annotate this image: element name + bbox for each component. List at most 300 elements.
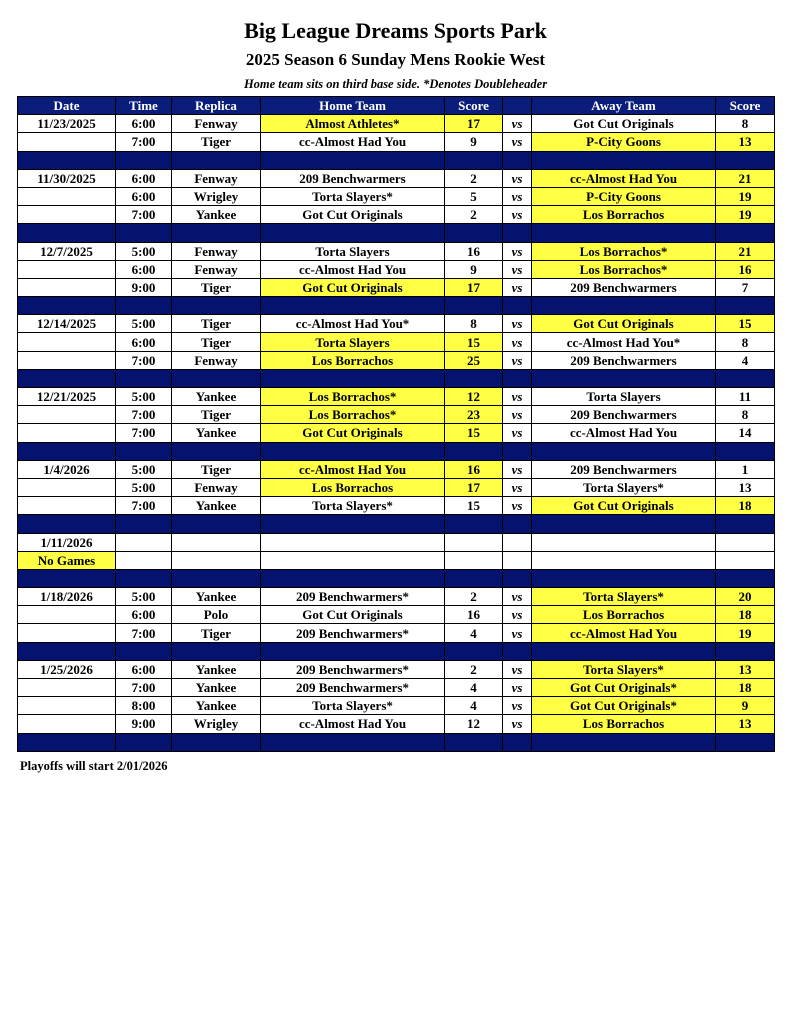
separator-cell (18, 297, 116, 315)
table-row (18, 715, 775, 733)
date-cell (18, 133, 116, 151)
table-row (18, 206, 775, 224)
time-cell: 5:00 (116, 588, 172, 606)
time-cell: 7:00 (116, 406, 172, 424)
away-score-cell: 20 (716, 588, 775, 606)
away-score-cell: 19 (716, 624, 775, 642)
separator-cell (116, 369, 172, 387)
vs-cell: vs (503, 697, 532, 715)
date-cell (18, 278, 116, 296)
time-cell: 5:00 (116, 478, 172, 496)
replica-cell: Fenway (172, 115, 261, 133)
replica-cell: Polo (172, 606, 261, 624)
away-team-cell: Torta Slayers (532, 388, 716, 406)
separator-cell (716, 642, 775, 660)
vs-cell (503, 533, 532, 551)
home-team-cell: Los Borrachos (261, 478, 445, 496)
separator-cell (116, 297, 172, 315)
separator-cell (503, 369, 532, 387)
table-row (18, 624, 775, 642)
table-row (18, 606, 775, 624)
separator-cell (532, 224, 716, 242)
separator-cell (532, 642, 716, 660)
date-cell (18, 406, 116, 424)
time-cell: 6:00 (116, 660, 172, 678)
separator-cell (261, 642, 445, 660)
col-header-away-score: Score (716, 97, 775, 115)
table-row (18, 315, 775, 333)
date-cell: 1/4/2026 (18, 460, 116, 478)
home-team-cell: Torta Slayers* (261, 187, 445, 205)
replica-cell: Yankee (172, 388, 261, 406)
replica-cell: Tiger (172, 278, 261, 296)
away-score-cell: 13 (716, 660, 775, 678)
table-row (18, 697, 775, 715)
home-score-cell: 8 (445, 315, 503, 333)
away-score-cell: 11 (716, 388, 775, 406)
separator-cell (172, 224, 261, 242)
replica-cell (172, 551, 261, 569)
separator-cell (172, 369, 261, 387)
home-team-cell: Torta Slayers (261, 333, 445, 351)
date-separator-row (18, 442, 775, 460)
time-cell: 8:00 (116, 697, 172, 715)
home-team-cell: Got Cut Originals (261, 424, 445, 442)
vs-cell: vs (503, 333, 532, 351)
date-separator-row (18, 224, 775, 242)
table-row (18, 169, 775, 187)
table-row (18, 478, 775, 496)
separator-cell (532, 297, 716, 315)
date-cell: 12/14/2025 (18, 315, 116, 333)
home-team-cell (261, 533, 445, 551)
time-cell: 7:00 (116, 206, 172, 224)
vs-cell: vs (503, 660, 532, 678)
time-cell: 9:00 (116, 715, 172, 733)
home-score-cell: 9 (445, 133, 503, 151)
separator-cell (445, 151, 503, 169)
home-team-cell: cc-Almost Had You* (261, 315, 445, 333)
home-team-cell: cc-Almost Had You (261, 715, 445, 733)
vs-cell: vs (503, 351, 532, 369)
replica-cell: Yankee (172, 697, 261, 715)
home-team-cell: Los Borrachos* (261, 388, 445, 406)
away-team-cell: Got Cut Originals (532, 115, 716, 133)
vs-cell: vs (503, 242, 532, 260)
away-team-cell: Got Cut Originals (532, 497, 716, 515)
separator-cell (18, 369, 116, 387)
separator-cell (445, 369, 503, 387)
schedule-note: Home team sits on third base side. *Denotes Doubleheader (243, 77, 548, 91)
away-team-cell: cc-Almost Had You (532, 624, 716, 642)
away-score-cell: 7 (716, 278, 775, 296)
away-score-cell: 16 (716, 260, 775, 278)
date-cell: 1/18/2026 (18, 588, 116, 606)
vs-cell: vs (503, 169, 532, 187)
separator-cell (116, 442, 172, 460)
separator-cell (532, 569, 716, 587)
separator-cell (18, 442, 116, 460)
separator-cell (503, 642, 532, 660)
home-team-cell: Torta Slayers (261, 242, 445, 260)
separator-cell (261, 297, 445, 315)
col-header-home-score: Score (445, 97, 503, 115)
replica-cell: Wrigley (172, 715, 261, 733)
separator-cell (172, 569, 261, 587)
home-team-cell: 209 Benchwarmers* (261, 624, 445, 642)
separator-cell (261, 369, 445, 387)
separator-cell (503, 515, 532, 533)
replica-cell: Fenway (172, 351, 261, 369)
date-cell (18, 497, 116, 515)
separator-cell (261, 224, 445, 242)
home-score-cell (445, 551, 503, 569)
home-team-cell: 209 Benchwarmers* (261, 588, 445, 606)
col-header-date: Date (18, 97, 116, 115)
date-cell: 11/30/2025 (18, 169, 116, 187)
replica-cell: Fenway (172, 478, 261, 496)
separator-cell (716, 442, 775, 460)
home-team-cell: Torta Slayers* (261, 697, 445, 715)
separator-cell (116, 569, 172, 587)
away-team-cell: Torta Slayers* (532, 478, 716, 496)
time-cell: 9:00 (116, 278, 172, 296)
home-score-cell: 25 (445, 351, 503, 369)
vs-cell: vs (503, 679, 532, 697)
date-cell (18, 206, 116, 224)
vs-cell: vs (503, 260, 532, 278)
table-row (18, 588, 775, 606)
separator-cell (532, 442, 716, 460)
separator-cell (18, 569, 116, 587)
date-separator-row (18, 642, 775, 660)
away-score-cell: 8 (716, 406, 775, 424)
date-cell (18, 424, 116, 442)
away-team-cell: Got Cut Originals* (532, 679, 716, 697)
time-cell: 7:00 (116, 497, 172, 515)
playoffs-note: Playoffs will start 2/01/2026 (20, 759, 168, 773)
home-team-cell: Got Cut Originals (261, 206, 445, 224)
home-score-cell: 4 (445, 624, 503, 642)
away-score-cell: 13 (716, 133, 775, 151)
home-team-cell: cc-Almost Had You (261, 260, 445, 278)
vs-cell: vs (503, 478, 532, 496)
home-score-cell: 12 (445, 715, 503, 733)
away-team-cell: Los Borrachos (532, 206, 716, 224)
away-team-cell: Los Borrachos (532, 606, 716, 624)
date-cell: 12/21/2025 (18, 388, 116, 406)
away-score-cell: 19 (716, 206, 775, 224)
away-team-cell: Los Borrachos* (532, 260, 716, 278)
vs-cell: vs (503, 315, 532, 333)
away-team-cell: Torta Slayers* (532, 588, 716, 606)
away-score-cell: 1 (716, 460, 775, 478)
separator-cell (172, 733, 261, 751)
away-team-cell: P-City Goons (532, 133, 716, 151)
date-cell: 1/25/2026 (18, 660, 116, 678)
away-score-cell (716, 533, 775, 551)
col-header-away-team: Away Team (532, 97, 716, 115)
away-team-cell: 209 Benchwarmers (532, 460, 716, 478)
vs-cell (503, 551, 532, 569)
home-score-cell: 16 (445, 242, 503, 260)
table-row (18, 551, 775, 569)
date-cell (18, 478, 116, 496)
date-cell: 12/7/2025 (18, 242, 116, 260)
replica-cell: Yankee (172, 424, 261, 442)
vs-cell: vs (503, 115, 532, 133)
separator-cell (172, 515, 261, 533)
away-team-cell: Got Cut Originals* (532, 697, 716, 715)
replica-cell: Fenway (172, 242, 261, 260)
away-team-cell: 209 Benchwarmers (532, 278, 716, 296)
away-team-cell: P-City Goons (532, 187, 716, 205)
replica-cell: Yankee (172, 206, 261, 224)
home-score-cell: 15 (445, 497, 503, 515)
home-team-cell: 209 Benchwarmers* (261, 660, 445, 678)
time-cell: 6:00 (116, 169, 172, 187)
separator-cell (261, 733, 445, 751)
vs-cell: vs (503, 206, 532, 224)
away-team-cell: 209 Benchwarmers (532, 351, 716, 369)
replica-cell: Yankee (172, 588, 261, 606)
separator-cell (261, 151, 445, 169)
replica-cell: Tiger (172, 333, 261, 351)
home-score-cell: 17 (445, 478, 503, 496)
separator-cell (532, 515, 716, 533)
separator-cell (445, 224, 503, 242)
col-header-replica: Replica (172, 97, 261, 115)
separator-cell (503, 224, 532, 242)
date-cell (18, 333, 116, 351)
vs-cell: vs (503, 388, 532, 406)
home-score-cell: 17 (445, 115, 503, 133)
separator-cell (532, 151, 716, 169)
home-team-cell: cc-Almost Had You (261, 460, 445, 478)
vs-cell: vs (503, 715, 532, 733)
away-team-cell: cc-Almost Had You* (532, 333, 716, 351)
separator-cell (445, 733, 503, 751)
time-cell: 5:00 (116, 460, 172, 478)
home-score-cell: 4 (445, 679, 503, 697)
vs-cell: vs (503, 460, 532, 478)
table-row (18, 388, 775, 406)
time-cell: 6:00 (116, 260, 172, 278)
away-score-cell: 9 (716, 697, 775, 715)
date-separator-row (18, 515, 775, 533)
home-score-cell: 2 (445, 169, 503, 187)
separator-cell (172, 642, 261, 660)
separator-cell (261, 569, 445, 587)
replica-cell: Tiger (172, 460, 261, 478)
replica-cell: Tiger (172, 624, 261, 642)
date-cell: No Games (18, 551, 116, 569)
separator-cell (116, 642, 172, 660)
separator-cell (18, 642, 116, 660)
replica-cell: Yankee (172, 660, 261, 678)
away-team-cell (532, 551, 716, 569)
home-score-cell: 15 (445, 424, 503, 442)
date-cell (18, 715, 116, 733)
vs-cell: vs (503, 133, 532, 151)
time-cell: 7:00 (116, 624, 172, 642)
away-score-cell: 21 (716, 169, 775, 187)
away-score-cell: 21 (716, 242, 775, 260)
separator-cell (503, 733, 532, 751)
separator-cell (261, 515, 445, 533)
date-cell (18, 351, 116, 369)
home-score-cell: 16 (445, 606, 503, 624)
date-separator-row (18, 151, 775, 169)
separator-cell (18, 515, 116, 533)
replica-cell: Fenway (172, 169, 261, 187)
separator-cell (503, 151, 532, 169)
col-header-time: Time (116, 97, 172, 115)
separator-cell (445, 642, 503, 660)
vs-cell: vs (503, 497, 532, 515)
schedule-table (17, 96, 775, 752)
separator-cell (532, 369, 716, 387)
vs-cell: vs (503, 424, 532, 442)
table-row (18, 497, 775, 515)
date-cell (18, 697, 116, 715)
home-score-cell: 4 (445, 697, 503, 715)
home-team-cell: Torta Slayers* (261, 497, 445, 515)
home-team-cell: Los Borrachos* (261, 406, 445, 424)
date-separator-row (18, 569, 775, 587)
separator-cell (716, 515, 775, 533)
home-score-cell: 16 (445, 460, 503, 478)
table-row (18, 242, 775, 260)
table-row (18, 460, 775, 478)
vs-cell: vs (503, 588, 532, 606)
table-row (18, 278, 775, 296)
home-score-cell: 15 (445, 333, 503, 351)
vs-cell: vs (503, 606, 532, 624)
time-cell: 7:00 (116, 351, 172, 369)
away-team-cell: Got Cut Originals (532, 315, 716, 333)
home-score-cell: 5 (445, 187, 503, 205)
home-team-cell (261, 551, 445, 569)
separator-cell (445, 442, 503, 460)
home-score-cell: 12 (445, 388, 503, 406)
home-score-cell (445, 533, 503, 551)
separator-cell (18, 224, 116, 242)
home-score-cell: 2 (445, 660, 503, 678)
separator-cell (116, 733, 172, 751)
separator-cell (445, 515, 503, 533)
away-score-cell: 13 (716, 715, 775, 733)
away-team-cell: Los Borrachos* (532, 242, 716, 260)
time-cell: 5:00 (116, 315, 172, 333)
table-row (18, 406, 775, 424)
separator-cell (172, 151, 261, 169)
replica-cell: Wrigley (172, 187, 261, 205)
home-team-cell: Got Cut Originals (261, 606, 445, 624)
away-score-cell: 4 (716, 351, 775, 369)
replica-cell: Tiger (172, 315, 261, 333)
date-cell (18, 679, 116, 697)
away-score-cell: 13 (716, 478, 775, 496)
col-header-home-team: Home Team (261, 97, 445, 115)
away-score-cell (716, 551, 775, 569)
separator-cell (445, 569, 503, 587)
away-score-cell: 8 (716, 115, 775, 133)
home-score-cell: 2 (445, 206, 503, 224)
time-cell: 7:00 (116, 133, 172, 151)
table-row (18, 260, 775, 278)
home-score-cell: 9 (445, 260, 503, 278)
away-score-cell: 18 (716, 679, 775, 697)
col-header-vs (503, 97, 532, 115)
time-cell: 6:00 (116, 333, 172, 351)
date-cell (18, 187, 116, 205)
home-score-cell: 2 (445, 588, 503, 606)
time-cell: 6:00 (116, 115, 172, 133)
page-subtitle: 2025 Season 6 Sunday Mens Rookie West (245, 50, 546, 69)
separator-cell (18, 151, 116, 169)
separator-cell (116, 515, 172, 533)
table-row (18, 533, 775, 551)
replica-cell: Yankee (172, 497, 261, 515)
away-team-cell: cc-Almost Had You (532, 169, 716, 187)
away-score-cell: 8 (716, 333, 775, 351)
date-separator-row (18, 733, 775, 751)
date-cell (18, 260, 116, 278)
home-team-cell: Los Borrachos (261, 351, 445, 369)
separator-cell (716, 369, 775, 387)
time-cell (116, 551, 172, 569)
vs-cell: vs (503, 624, 532, 642)
replica-cell: Tiger (172, 133, 261, 151)
away-team-cell (532, 533, 716, 551)
replica-cell: Yankee (172, 679, 261, 697)
separator-cell (532, 733, 716, 751)
replica-cell (172, 533, 261, 551)
date-separator-row (18, 297, 775, 315)
time-cell: 7:00 (116, 679, 172, 697)
away-team-cell: 209 Benchwarmers (532, 406, 716, 424)
vs-cell: vs (503, 187, 532, 205)
separator-cell (503, 297, 532, 315)
away-score-cell: 19 (716, 187, 775, 205)
away-team-cell: cc-Almost Had You (532, 424, 716, 442)
time-cell: 6:00 (116, 606, 172, 624)
separator-cell (116, 151, 172, 169)
schedule-body (18, 115, 775, 752)
separator-cell (261, 442, 445, 460)
vs-cell: vs (503, 278, 532, 296)
away-team-cell: Torta Slayers* (532, 660, 716, 678)
page-title: Big League Dreams Sports Park (244, 18, 547, 43)
separator-cell (116, 224, 172, 242)
away-score-cell: 15 (716, 315, 775, 333)
home-score-cell: 17 (445, 278, 503, 296)
date-cell (18, 606, 116, 624)
date-cell: 11/23/2025 (18, 115, 116, 133)
time-cell: 7:00 (116, 424, 172, 442)
table-row (18, 133, 775, 151)
date-cell (18, 624, 116, 642)
away-score-cell: 14 (716, 424, 775, 442)
home-team-cell: cc-Almost Had You (261, 133, 445, 151)
home-team-cell: 209 Benchwarmers (261, 169, 445, 187)
away-score-cell: 18 (716, 606, 775, 624)
table-row (18, 351, 775, 369)
replica-cell: Fenway (172, 260, 261, 278)
replica-cell: Tiger (172, 406, 261, 424)
time-cell (116, 533, 172, 551)
